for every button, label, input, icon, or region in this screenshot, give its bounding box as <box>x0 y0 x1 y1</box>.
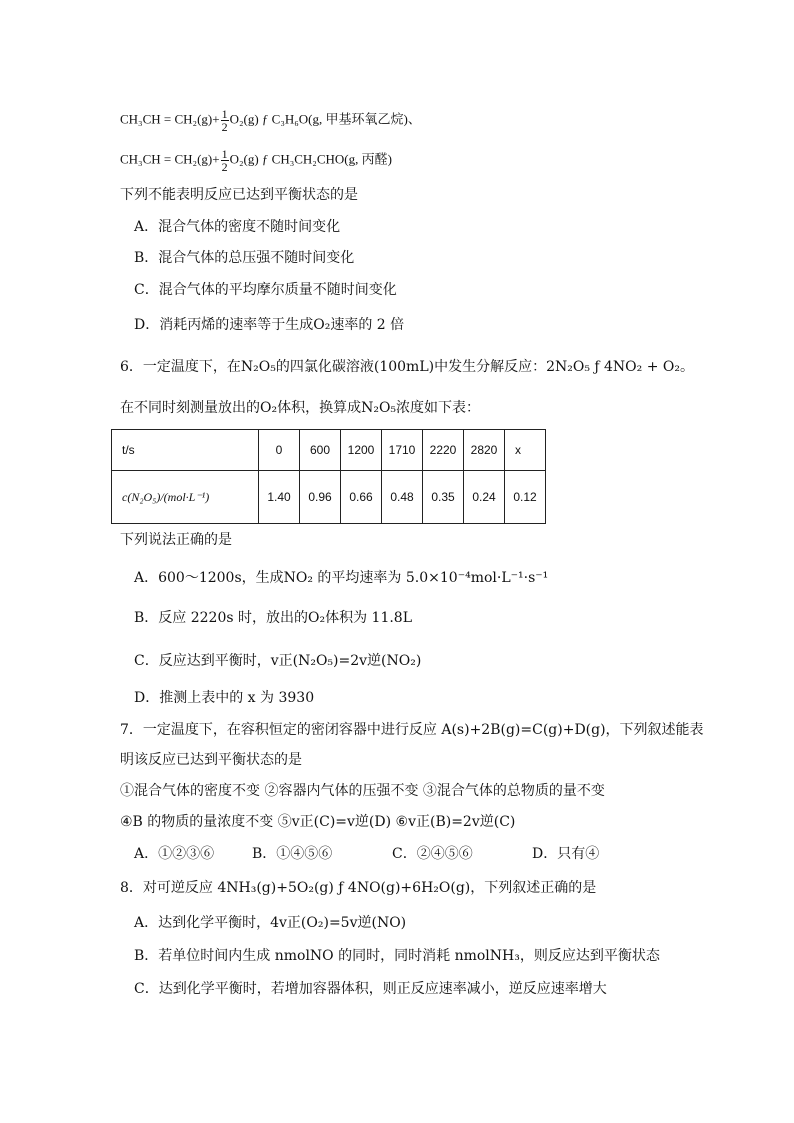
table-cell: 1.40 <box>259 471 300 524</box>
equation-2 <box>120 148 392 173</box>
equation-1 <box>120 108 421 133</box>
q8-option-a: A．达到化学平衡时，4v正(O₂)=5v逆(NO) <box>134 915 407 931</box>
table-cell: 1200 <box>341 430 382 471</box>
q6-option-c: C．反应达到平衡时，v正(N₂O₅)=2v逆(NO₂) <box>134 653 422 669</box>
q6-question: 下列说法正确的是 <box>120 532 232 548</box>
table-row-label: c(N₂O₅)/(mol·L⁻¹) <box>112 471 259 524</box>
table-cell: 0.35 <box>423 471 464 524</box>
table-cell: 2220 <box>423 430 464 471</box>
q8-option-c: C．达到化学平衡时，若增加容器体积，则正反应速率减小，逆反应速率增大 <box>134 981 607 997</box>
table-row <box>112 430 546 471</box>
fraction-half: $\frac{1}{2}$ <box>221 107 228 134</box>
q5-option-a: A．混合气体的密度不随时间变化 <box>134 219 341 235</box>
q6-option-b: B．反应 2220s 时，放出的O₂体积为 11.8L <box>134 610 413 626</box>
q7-option-a: A．①②③⑥ <box>134 846 215 862</box>
q6-stem: 6．一定温度下，在N₂O₅的四氯化碳溶液(100mL)中发生分解反应：2N₂O₅ ƒ 4NO₂ + O₂。 <box>120 359 694 375</box>
equation-2-right: O₂(g) ƒ CH₃CH₂CHO(g, 丙醛) <box>229 151 392 167</box>
equation-2-left: CH₃CH = CH₂(g)+ <box>120 151 220 167</box>
q5-option-b: B．混合气体的总压强不随时间变化 <box>134 250 355 266</box>
q7-option-b: B．①④⑤⑥ <box>252 846 333 862</box>
table-cell: 600 <box>300 430 341 471</box>
table-cell: 0.66 <box>341 471 382 524</box>
q7-items-line2: ④B 的物质的量浓度不变 ⑤v正(C)=v逆(D) ⑥v正(B)=2v逆(C) <box>120 814 516 830</box>
q7-options <box>134 845 599 863</box>
table-cell: 0.96 <box>300 471 341 524</box>
q6-stem2: 在不同时刻测量放出的O₂体积，换算成N₂O₅浓度如下表： <box>120 400 481 416</box>
equation-1-right: O₂(g) ƒ C₃H₆O(g, 甲基环氧乙烷)、 <box>229 111 421 127</box>
q8-stem: 8．对可逆反应 4NH₃(g)+5O₂(g) ƒ 4NO(g)+6H₂O(g)，下列叙述正确的是 <box>120 880 597 896</box>
q8-option-b: B．若单位时间内生成 nmolNO 的同时，同时消耗 nmolNH₃，则反应达到平衡状态 <box>134 948 660 964</box>
concentration-table <box>111 429 546 524</box>
table-cell: 2820 <box>464 430 505 471</box>
q6-option-d: D．推测上表中的 x 为 3930 <box>134 690 315 706</box>
q7-stem-line1: 7．一定温度下，在容积恒定的密闭容器中进行反应 A(s)+2B(g)=C(g)+D(g)，下列叙述能表 <box>120 722 704 738</box>
q5-option-d: D．消耗丙烯的速率等于生成O₂速率的 2 倍 <box>134 317 405 333</box>
table-cell: t/s <box>112 430 259 471</box>
table-cell: 0.24 <box>464 471 505 524</box>
q6-option-a: A．600～1200s，生成NO₂ 的平均速率为 5.0×10⁻⁴mol·L⁻¹·s⁻¹ <box>134 570 549 586</box>
table-cell: 1710 <box>382 430 423 471</box>
q5-stem: 下列不能表明反应已达到平衡状态的是 <box>120 187 358 203</box>
table-cell: x <box>505 430 546 471</box>
q7-option-c: C．②④⑤⑥ <box>392 846 473 862</box>
q7-items-line1: ①混合气体的密度不变 ②容器内气体的压强不变 ③混合气体的总物质的量不变 <box>120 783 605 799</box>
fraction-half: $\frac{1}{2}$ <box>221 147 228 174</box>
table-row <box>112 471 546 524</box>
equation-1-left: CH₃CH = CH₂(g)+ <box>120 111 220 127</box>
table-cell: 0 <box>259 430 300 471</box>
q7-stem-line2: 明该反应已达到平衡状态的是 <box>120 752 302 768</box>
q7-option-d: D．只有④ <box>532 846 600 862</box>
table-cell: 0.48 <box>382 471 423 524</box>
table-cell: 0.12 <box>505 471 546 524</box>
q5-option-c: C．混合气体的平均摩尔质量不随时间变化 <box>134 282 397 298</box>
